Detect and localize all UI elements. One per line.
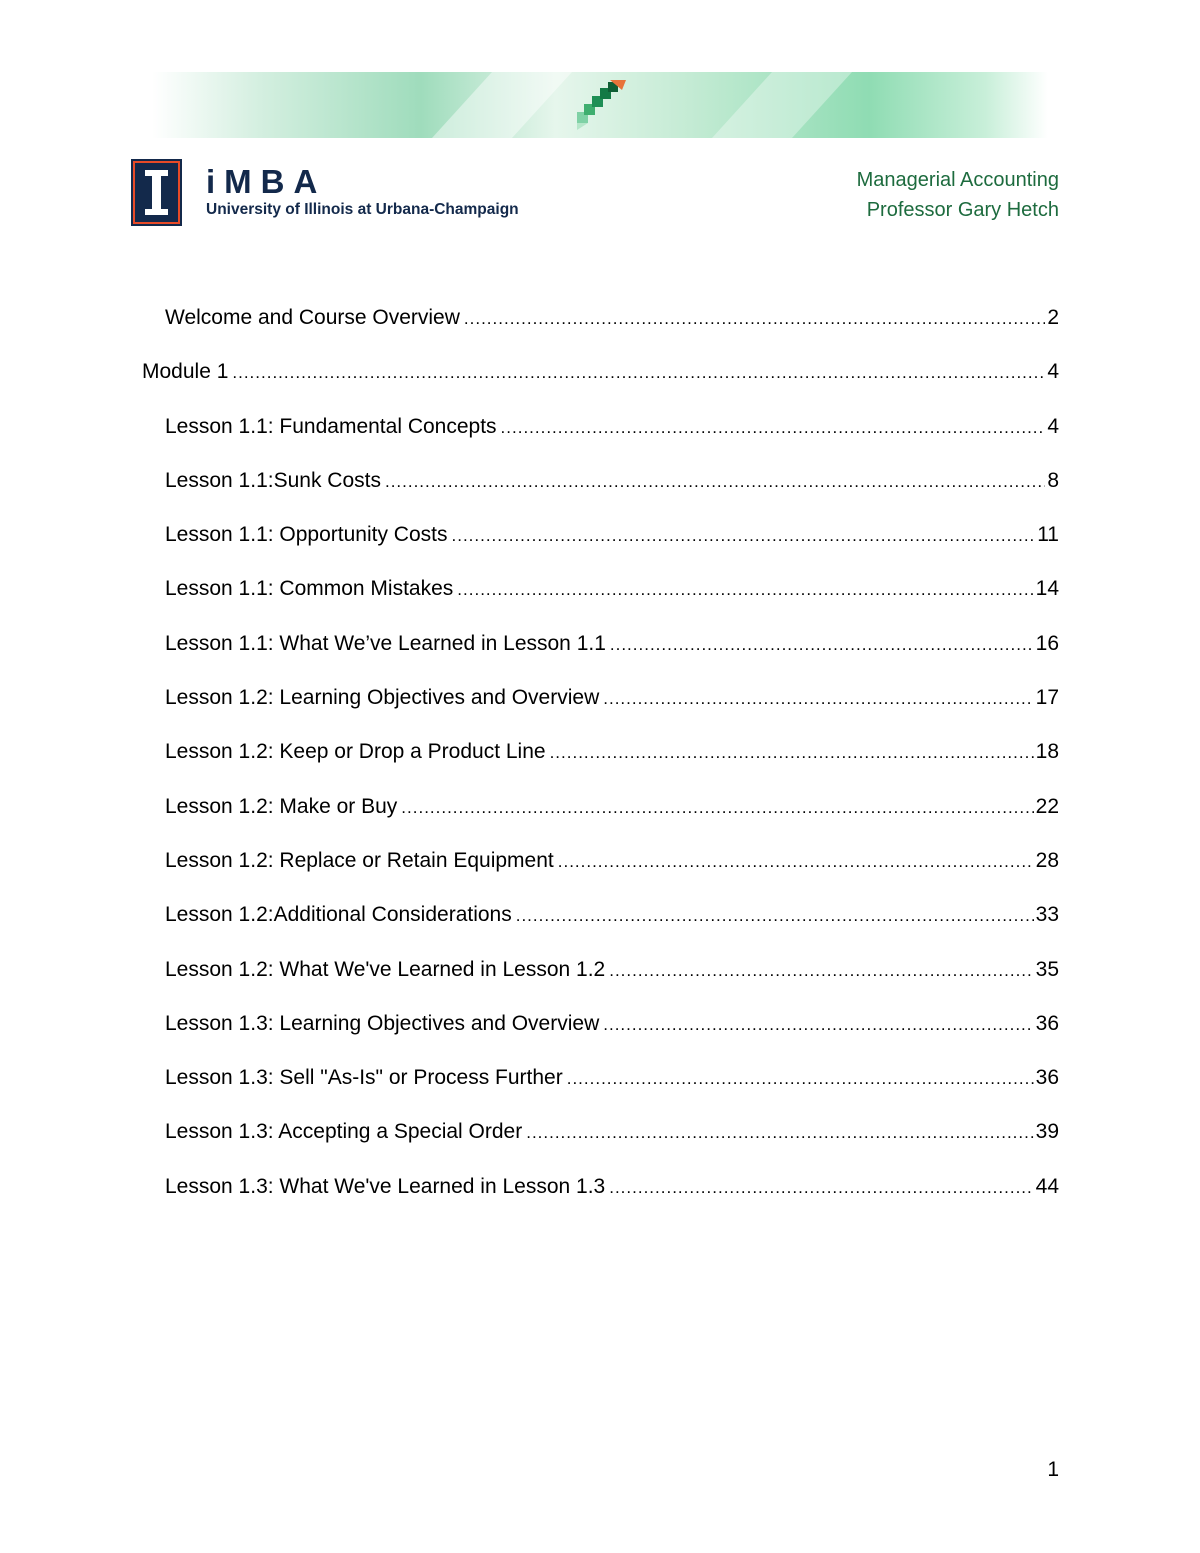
toc-lesson-entry[interactable] (142, 300, 1059, 354)
toc-dot-leader (550, 735, 1034, 771)
toc-dot-leader (232, 355, 1045, 391)
toc-entry-page-number[interactable]: 28 (1035, 848, 1059, 872)
toc-entry-page-number[interactable]: 33 (1035, 903, 1059, 927)
toc-entry-title[interactable]: Module 1 (142, 360, 229, 384)
toc-lesson-entry[interactable] (142, 517, 1059, 571)
toc-entry-title[interactable]: Lesson 1.2: What We've Learned in Lesson 1.2 (165, 957, 606, 981)
toc-dot-leader (457, 572, 1033, 608)
imba-logo (131, 159, 551, 227)
toc-entry-title[interactable]: Lesson 1.3: What We've Learned in Lesson 1.3 (165, 1174, 606, 1198)
toc-entry-title[interactable]: Lesson 1.2: Learning Objectives and Overview (165, 686, 600, 710)
toc-lesson-entry[interactable] (142, 897, 1059, 951)
toc-entry-title[interactable]: Lesson 1.1: Fundamental Concepts (165, 414, 497, 438)
toc-entry-page-number[interactable]: 4 (1047, 414, 1059, 438)
toc-module-entry[interactable] (142, 354, 1059, 408)
toc-dot-leader (464, 301, 1045, 337)
logo-wordmark: iMBA (206, 163, 327, 200)
toc-entry-title[interactable]: Lesson 1.1: Opportunity Costs (165, 523, 448, 547)
toc-lesson-entry[interactable] (142, 1006, 1059, 1060)
toc-lesson-entry[interactable] (142, 571, 1059, 625)
toc-lesson-entry[interactable] (142, 952, 1059, 1006)
toc-lesson-entry[interactable] (142, 1169, 1059, 1223)
toc-dot-leader (603, 1007, 1033, 1043)
course-title: Managerial Accounting (856, 169, 1059, 191)
toc-lesson-entry[interactable] (142, 463, 1059, 517)
toc-dot-leader (516, 898, 1034, 934)
header-banner (152, 72, 1048, 138)
toc-lesson-entry[interactable] (142, 734, 1059, 788)
toc-dot-leader (567, 1061, 1034, 1097)
toc-entry-title[interactable]: Lesson 1.3: Learning Objectives and Overview (165, 1011, 600, 1035)
toc-lesson-entry[interactable] (142, 843, 1059, 897)
professor-name: Professor Gary Hetch (866, 199, 1059, 221)
toc-entry-page-number[interactable]: 39 (1035, 1120, 1059, 1144)
toc-dot-leader (385, 464, 1045, 500)
toc-entry-page-number[interactable]: 35 (1035, 957, 1059, 981)
toc-lesson-entry[interactable] (142, 789, 1059, 843)
toc-entry-page-number[interactable]: 14 (1035, 577, 1059, 601)
toc-entry-page-number[interactable]: 17 (1035, 686, 1059, 710)
toc-dot-leader (401, 790, 1033, 826)
toc-entry-page-number[interactable]: 36 (1035, 1011, 1059, 1035)
logo-subtitle: University of Illinois at Urbana-Champaign (206, 201, 519, 218)
toc-entry-page-number[interactable]: 44 (1035, 1174, 1059, 1198)
toc-entry-title[interactable]: Lesson 1.1: Common Mistakes (165, 577, 454, 601)
toc-dot-leader (558, 844, 1034, 880)
table-of-contents (142, 300, 1059, 1223)
toc-entry-title[interactable]: Welcome and Course Overview (165, 306, 460, 329)
toc-dot-leader (609, 1170, 1033, 1206)
toc-entry-page-number[interactable]: 36 (1035, 1066, 1059, 1090)
toc-entry-title[interactable]: Lesson 1.1:Sunk Costs (165, 468, 381, 492)
toc-entry-page-number[interactable]: 16 (1035, 631, 1059, 655)
toc-lesson-entry[interactable] (142, 680, 1059, 734)
toc-entry-page-number[interactable]: 4 (1047, 360, 1059, 384)
toc-dot-leader (610, 627, 1034, 663)
toc-entry-title[interactable]: Lesson 1.3: Sell "As-Is" or Process Further (165, 1066, 563, 1090)
toc-entry-page-number[interactable]: 8 (1047, 468, 1059, 492)
toc-lesson-entry[interactable] (142, 1114, 1059, 1168)
toc-entry-title[interactable]: Lesson 1.2:Additional Considerations (165, 903, 512, 927)
toc-entry-title[interactable]: Lesson 1.2: Keep or Drop a Product Line (165, 740, 546, 764)
toc-entry-title[interactable]: Lesson 1.1: What We’ve Learned in Lesson 1.1 (165, 631, 606, 655)
toc-entry-page-number[interactable]: 2 (1047, 306, 1059, 329)
toc-dot-leader (609, 953, 1033, 989)
toc-entry-title[interactable]: Lesson 1.2: Make or Buy (165, 794, 398, 818)
page-number: 1 (1047, 1458, 1059, 1481)
toc-lesson-entry[interactable] (142, 1060, 1059, 1114)
toc-entry-title[interactable]: Lesson 1.3: Accepting a Special Order (165, 1120, 523, 1144)
toc-dot-leader (501, 410, 1046, 446)
toc-entry-page-number[interactable]: 18 (1035, 740, 1059, 764)
toc-dot-leader (603, 681, 1033, 717)
course-info (857, 165, 1059, 225)
toc-lesson-entry[interactable] (142, 626, 1059, 680)
toc-lesson-entry[interactable] (142, 409, 1059, 463)
toc-entry-page-number[interactable]: 22 (1035, 794, 1059, 818)
toc-entry-page-number[interactable]: 11 (1037, 523, 1059, 547)
toc-entry-title[interactable]: Lesson 1.2: Replace or Retain Equipment (165, 848, 554, 872)
illinois-block-i-icon (131, 159, 182, 226)
toc-dot-leader (452, 518, 1036, 554)
toc-dot-leader (526, 1115, 1033, 1151)
